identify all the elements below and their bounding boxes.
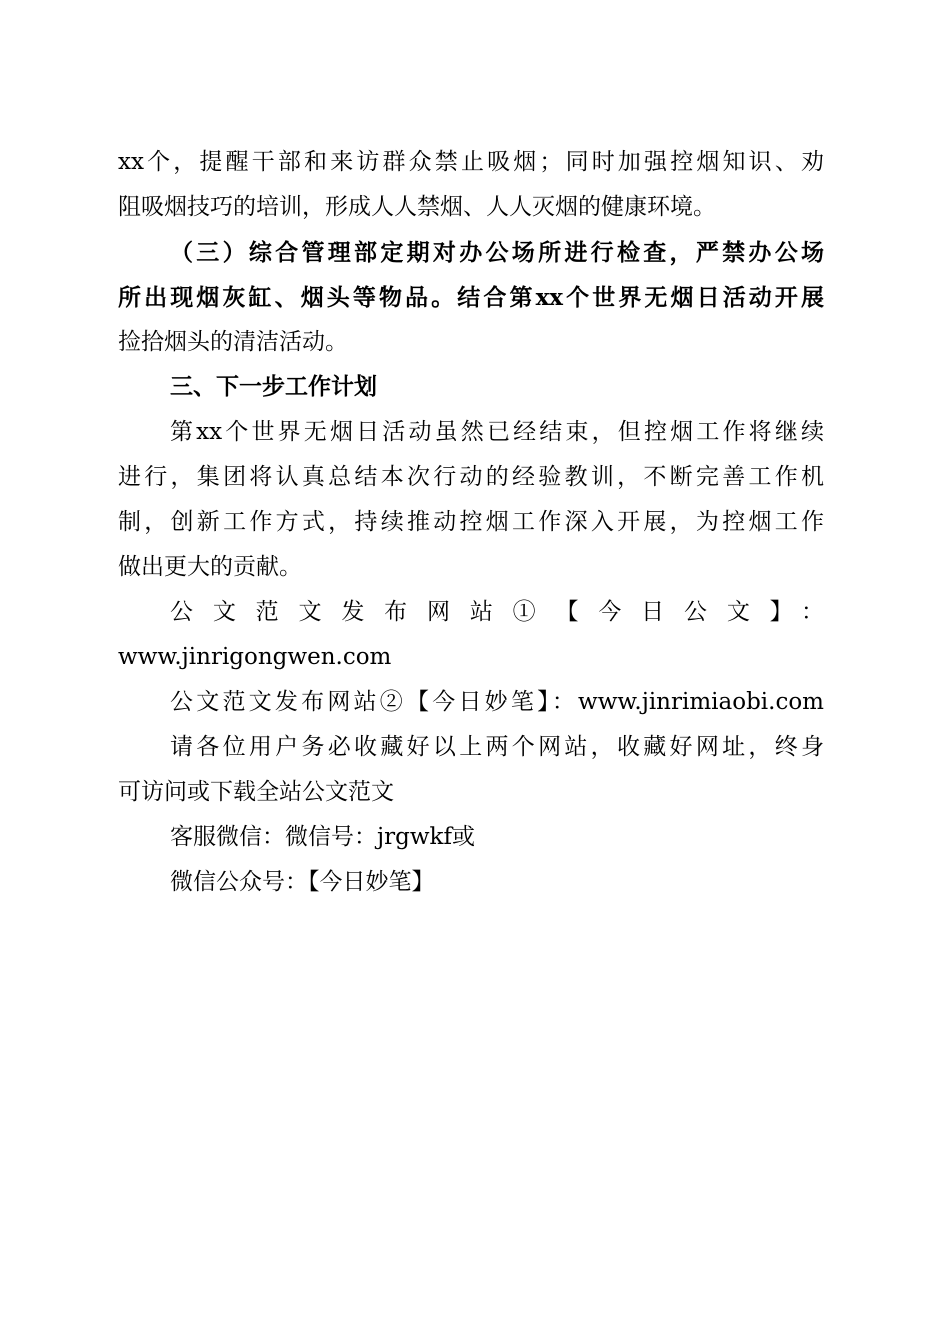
para3-line1: 第xx个世界无烟日活动虽然已经结束，但控烟工作将继续 xyxy=(170,419,824,445)
para3-line2: 进行，集团将认真总结本次行动的经验教训，不断完善工作机 xyxy=(118,464,824,490)
footer-notice-line1: 请各位用户务必收藏好以上两个网站，收藏好网址，终身 xyxy=(170,734,824,760)
para3-line3: 制，创新工作方式，持续推动控烟工作深入开展，为控烟工作 xyxy=(118,509,824,535)
footer-wechat-public: 微信公众号：【今日妙笔】 xyxy=(170,869,435,895)
footer-site1-line1: 公文范文发布网站①【今日公文】： xyxy=(170,599,824,625)
section-heading: 三、下一步工作计划 xyxy=(170,374,377,400)
para1-line1: xx个，提醒干部和来访群众禁止吸烟；同时加强控烟知识、劝 xyxy=(118,149,824,175)
footer-notice-line2: 可访问或下载全站公文范文 xyxy=(118,779,394,805)
document-page xyxy=(118,140,824,905)
footer-site1-url[interactable]: www.jinrigongwen.com xyxy=(118,644,392,670)
footer-site2[interactable]: 公文范文发布网站②【今日妙笔】：www.jinrimiaobi.com xyxy=(170,689,824,715)
para2-line2: 所出现烟灰缸、烟头等物品。结合第xx个世界无烟日活动开展 xyxy=(118,284,824,311)
para2-line3: 捡拾烟头的清洁活动。 xyxy=(118,329,348,355)
para1-line2: 阻吸烟技巧的培训，形成人人禁烟、人人灭烟的健康环境。 xyxy=(118,194,716,220)
para3-line4: 做出更大的贡献。 xyxy=(118,554,302,580)
footer-wechat-service: 客服微信：微信号：jrgwkf或 xyxy=(170,824,475,850)
para2-line1: （三）综合管理部定期对办公场所进行检查，严禁办公场 xyxy=(170,239,824,266)
